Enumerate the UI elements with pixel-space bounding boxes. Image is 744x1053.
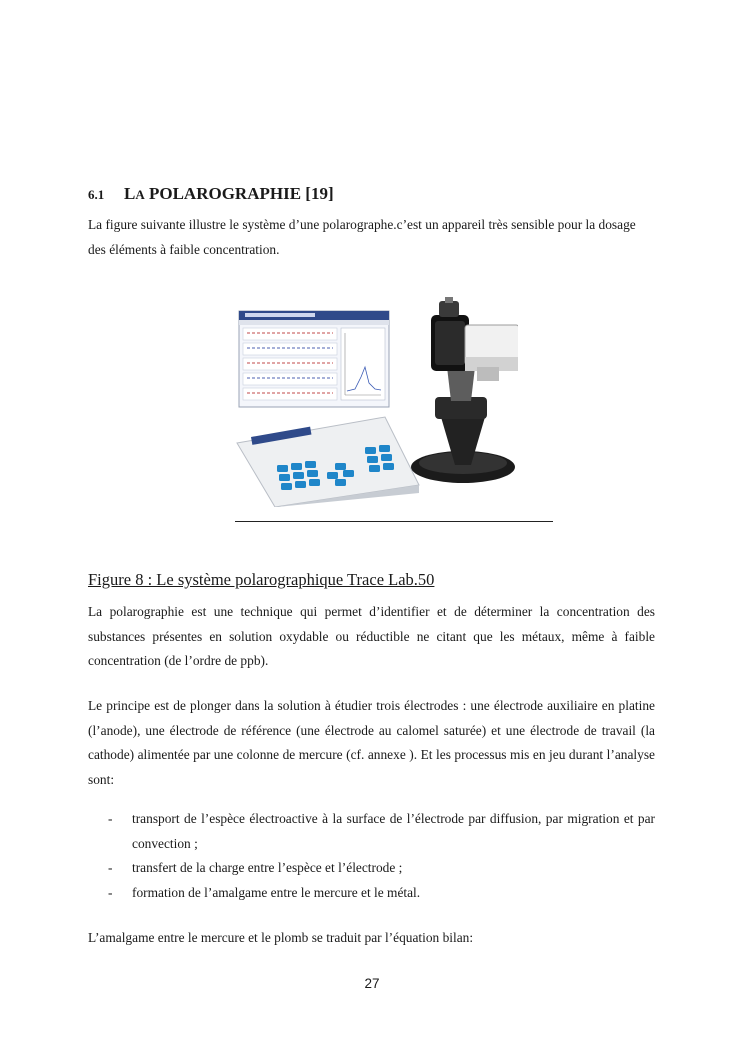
- bullet-marker: -: [108, 884, 113, 900]
- section-heading: [88, 184, 334, 204]
- section-title-initial: L: [124, 184, 136, 203]
- list-item-text: transport de l’espèce électroactive à la surface de l’électrode par diffusion, par migration et par convection ;: [132, 811, 655, 851]
- figure-caption: Figure 8 : Le système polarographique Trace Lab.50: [88, 570, 435, 589]
- list-item: [88, 881, 655, 906]
- paragraph-principle: Le principe est de plonger dans la solution à étudier trois électrodes : une électrode auxiliaire en platine (l’anode), une électrode de référence (une électrode au calomel saturée) et une électrode de travail (la cathode) alimentée par une colonne de mercure (cf. annexe ). Et les processus mis en jeu durant l’analyse sont:: [88, 698, 655, 787]
- figure-rule: [235, 521, 553, 522]
- section-title-small: A: [135, 187, 145, 202]
- software-window-image: [239, 311, 389, 407]
- paragraph-definition: La polarographie est une technique qui permet d’identifier et de déterminer la concentration des substances présentes en solution oxydable ou réductible ne citant que les métaux, même à faible concentration (de l’ordre de ppb).: [88, 604, 655, 668]
- list-item-text: transfert de la charge entre l’espèce et l’électrode ;: [132, 860, 403, 875]
- process-list: [88, 807, 655, 905]
- page-number: 27: [364, 976, 380, 991]
- polarograph-figure: [235, 297, 518, 507]
- list-item-text: formation de l’amalgame entre le mercure et le métal.: [132, 884, 421, 900]
- electrode-stand-image: [411, 297, 518, 483]
- intro-paragraph: La figure suivante illustre le système d’une polarographe.c’est un appareil très sensible pour la dosage des éléments à faible concentration.: [88, 217, 636, 257]
- section-number: 6.1: [88, 187, 105, 202]
- list-item: [88, 856, 655, 881]
- polarograph-illustration: [235, 297, 518, 507]
- bullet-marker: -: [108, 860, 113, 875]
- list-item: [88, 807, 655, 856]
- section-title-rest: POLAROGRAPHIE [19]: [144, 184, 334, 203]
- paragraph-closing: L’amalgame entre le mercure et le plomb se traduit par l’équation bilan:: [88, 930, 474, 945]
- bullet-marker: -: [108, 811, 113, 826]
- controller-keypad-image: [237, 417, 419, 507]
